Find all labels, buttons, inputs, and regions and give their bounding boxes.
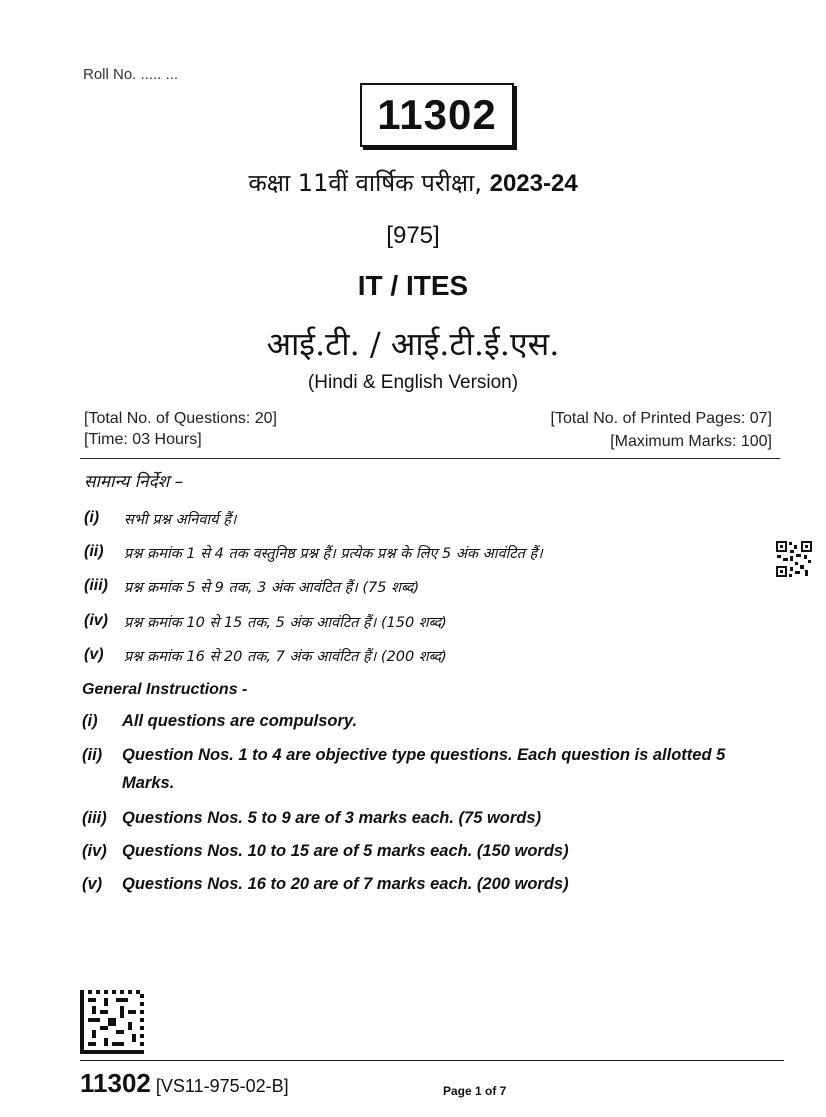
instruction-text: Questions Nos. 10 to 15 are of 5 marks each. (150 words) (122, 842, 569, 860)
instructions-heading-hindi: सामान्य निर्देश – (84, 472, 184, 492)
footer-divider (80, 1060, 784, 1061)
subject-title-hindi: आई.टी. / आई.टी.ई.एस. (266, 325, 560, 363)
exam-time: [Time: 03 Hours] (84, 431, 202, 448)
maximum-marks: [Maximum Marks: 100] (610, 433, 772, 450)
instruction-hi-item (84, 543, 764, 563)
instruction-number: (v) (84, 646, 104, 663)
subject-title-english: IT / ITES (357, 270, 469, 301)
instruction-text: सभी प्रश्न अनिवार्य हैं। (124, 512, 237, 528)
instruction-en-item (82, 707, 772, 735)
paper-code-box (360, 83, 514, 147)
instruction-en-item (82, 804, 772, 832)
page-number: Page 1 of 7 (443, 1084, 507, 1098)
instruction-hi-item (84, 577, 764, 597)
instruction-number: (ii) (84, 543, 104, 560)
qr-code-icon (775, 540, 813, 578)
exam-title-hindi: कक्षा 11वीं वार्षिक परीक्षा, (248, 169, 490, 197)
instruction-number: (i) (84, 509, 100, 526)
instruction-hi-item (84, 612, 764, 632)
version-note: (Hindi & English Version) (307, 372, 519, 393)
instruction-text: Questions Nos. 5 to 9 are of 3 marks each. (75 words) (122, 809, 542, 827)
paper-code: 11302 (377, 91, 497, 138)
footer-code (80, 1068, 289, 1099)
total-questions: [Total No. of Questions: 20] (84, 410, 277, 427)
roll-number-label: Roll No. ..... ... (83, 66, 179, 83)
datamatrix-code-icon (80, 990, 144, 1054)
instruction-text: प्रश्न क्रमांक 5 से 9 तक, 3 अंक आवंटित हैं। (75 शब्द) (124, 580, 420, 596)
instruction-number: (i) (82, 712, 98, 730)
footer-paper-code: 11302 (80, 1068, 151, 1098)
printed-pages: [Total No. of Printed Pages: 07] (550, 410, 772, 427)
instruction-text: प्रश्न क्रमांक 16 से 20 तक, 7 अंक आवंटित हैं। (200 शब्द) (124, 649, 447, 665)
exam-year: 2023-24 (489, 170, 578, 197)
header-divider (80, 458, 780, 459)
instruction-number: (iv) (82, 842, 107, 860)
subject-code: [975] (386, 222, 440, 249)
instruction-text: Question Nos. 1 to 4 are objective type questions. Each question is allotted 5 Marks. (122, 746, 726, 792)
instruction-text: Questions Nos. 16 to 20 are of 7 marks each. (200 words) (122, 875, 569, 893)
instruction-hi-item (84, 509, 764, 529)
instruction-number: (v) (82, 875, 103, 893)
instruction-hi-item (84, 646, 764, 666)
instruction-en-item (82, 741, 772, 797)
instruction-en-item (82, 837, 772, 865)
instruction-number: (iv) (84, 612, 108, 629)
instruction-text: All questions are compulsory. (122, 712, 358, 730)
instruction-en-item (82, 870, 772, 898)
instruction-text: प्रश्न क्रमांक 1 से 4 तक वस्तुनिष्ठ प्रश्न हैं। प्रत्येक प्रश्न के लिए 5 अंक आवंटित हैं। (124, 546, 543, 562)
instruction-number: (iii) (82, 809, 107, 827)
footer-series-code: [VS11-975-02-B] (150, 1076, 289, 1096)
instruction-number: (ii) (82, 746, 103, 764)
instruction-text: प्रश्न क्रमांक 10 से 15 तक, 5 अंक आवंटित हैं। (150 शब्द) (124, 615, 447, 631)
instructions-heading-english: General Instructions - (82, 681, 248, 698)
exam-title (0, 166, 826, 199)
instruction-number: (iii) (84, 577, 108, 594)
